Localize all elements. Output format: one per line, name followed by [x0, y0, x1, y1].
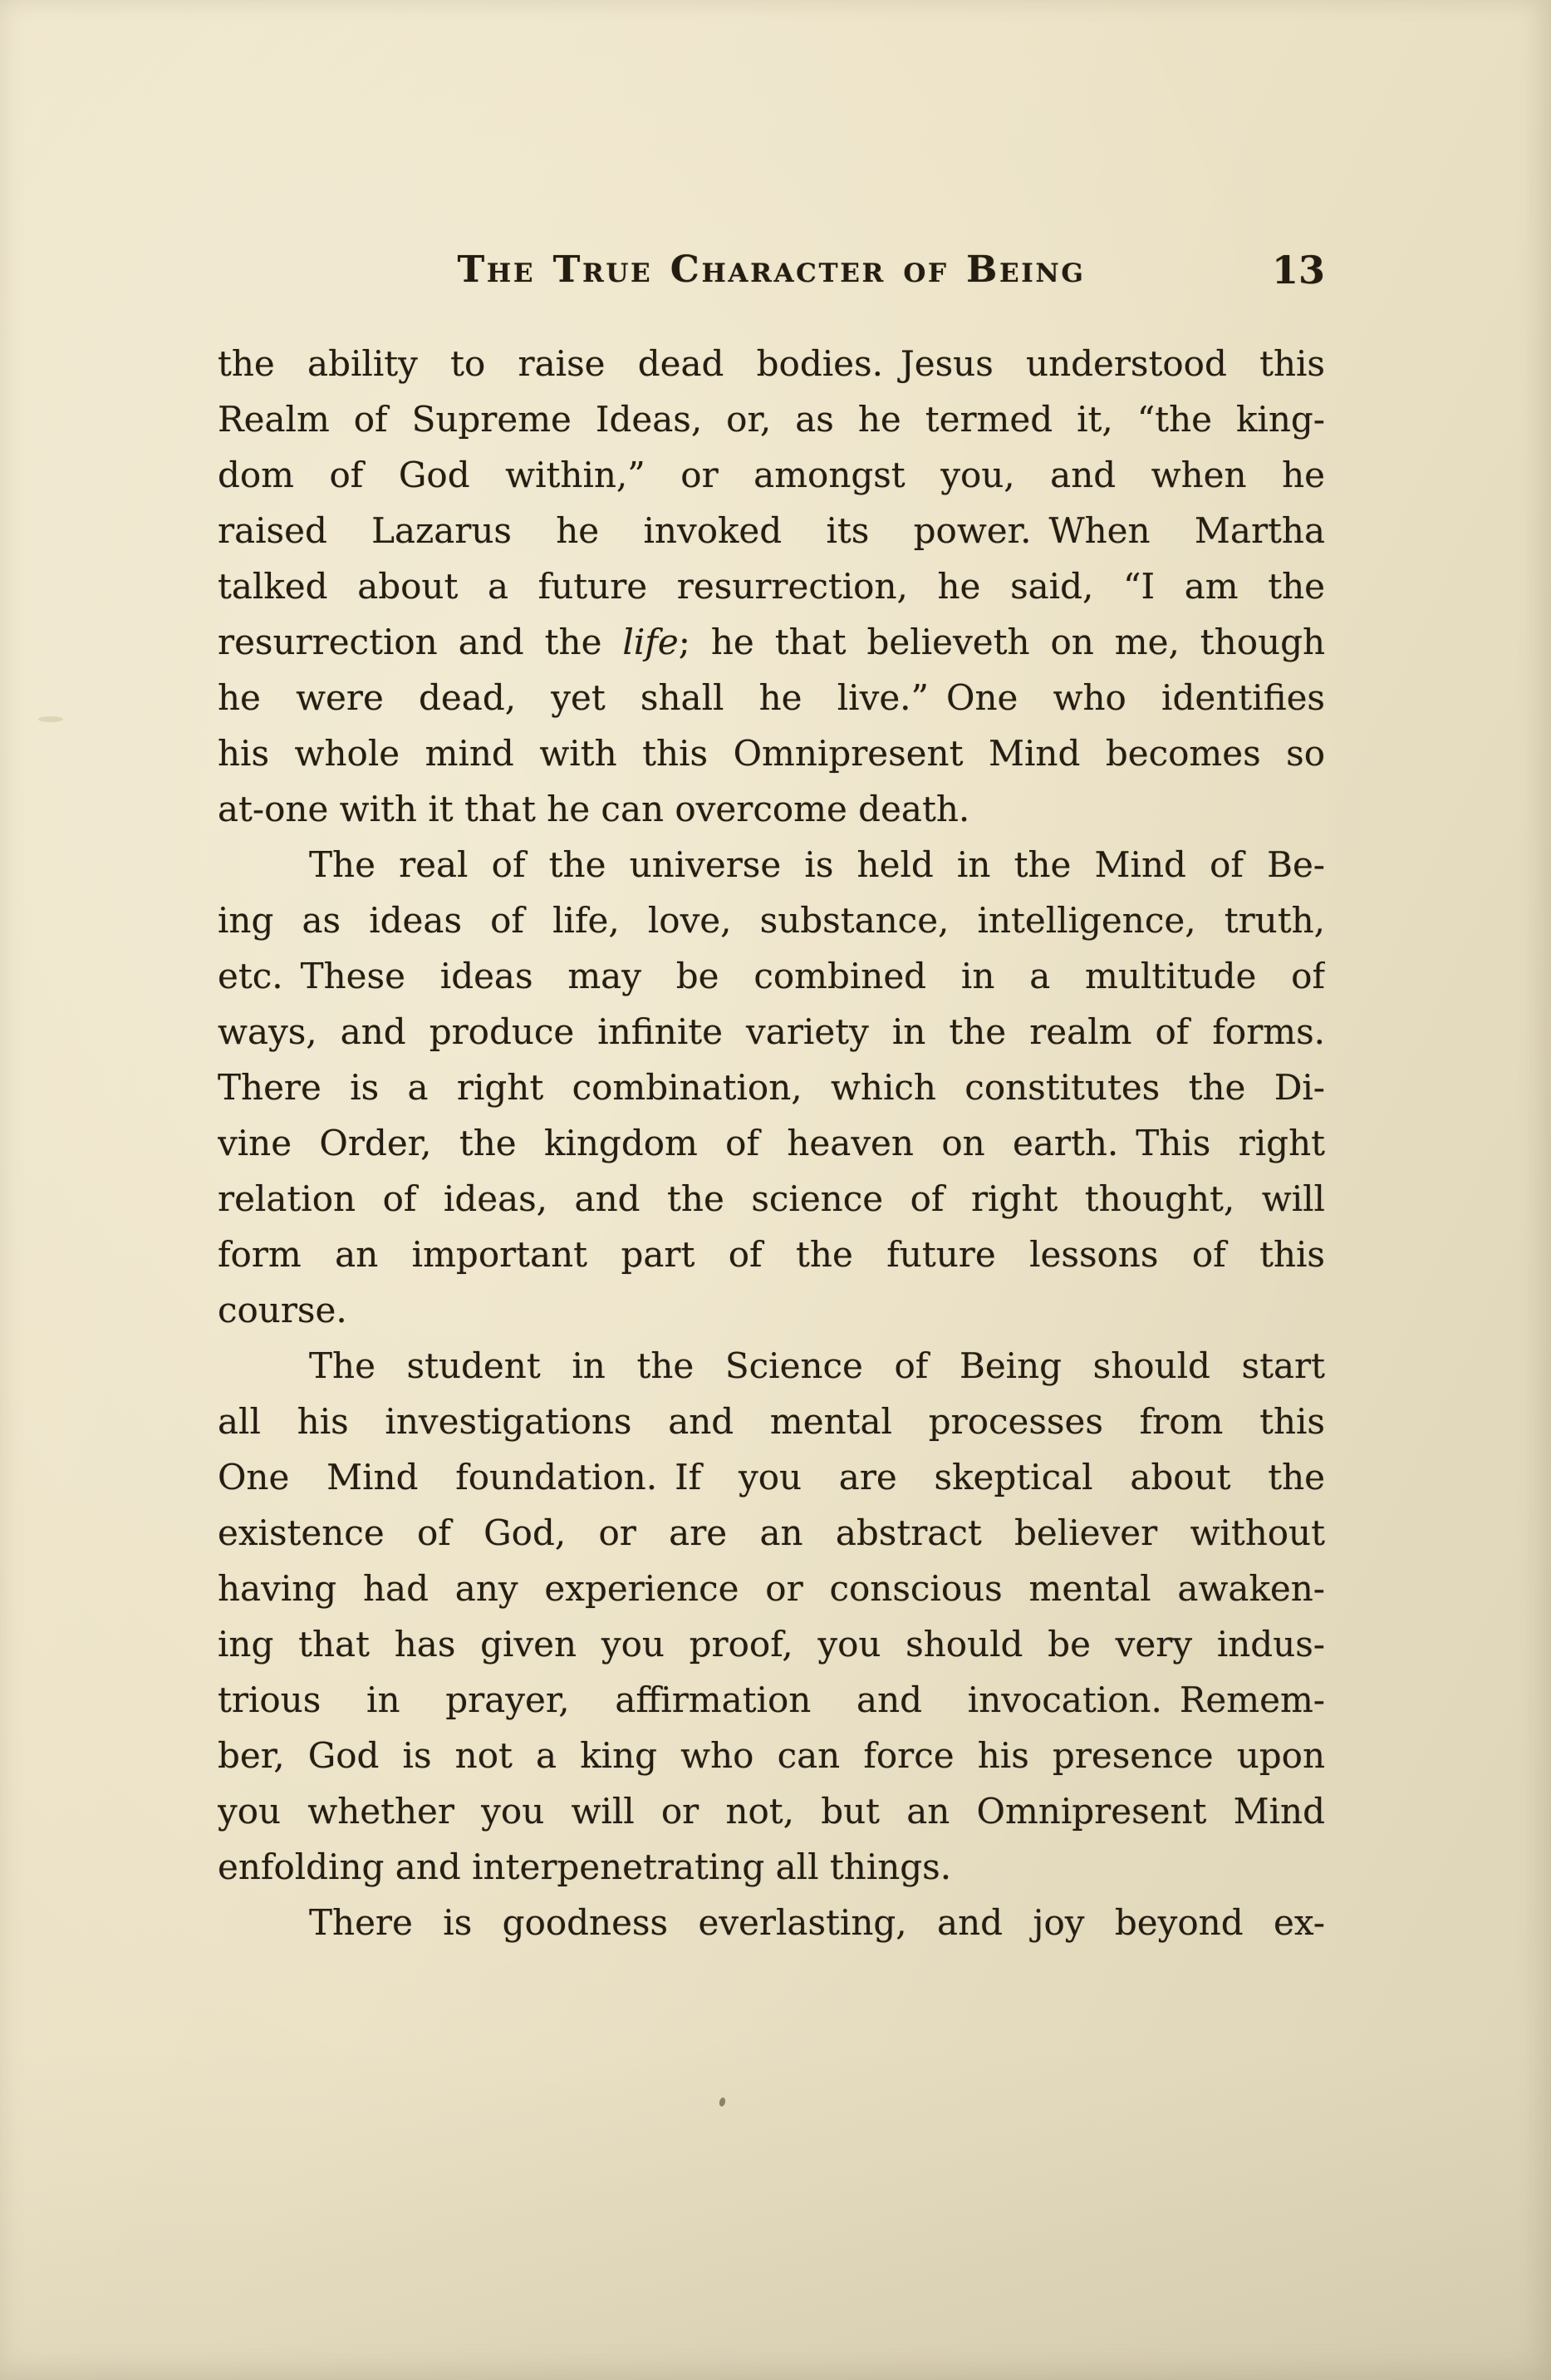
- text-line: ing that has given you proof, you should be very indus-: [218, 1624, 1325, 1665]
- paragraph: [218, 336, 1325, 837]
- page-number: 13: [1271, 248, 1325, 293]
- text-line: There is goodness everlasting, and joy beyond ex-: [309, 1902, 1325, 1943]
- text-line: vine Order, the kingdom of heaven on earth. This right: [218, 1123, 1325, 1163]
- text-line: talked about a future resurrection, he said, “I am the: [218, 566, 1325, 607]
- text-line: Realm of Supreme Ideas, or, as he termed it, “the king-: [218, 399, 1325, 440]
- text-line: course.: [218, 1290, 347, 1330]
- text-line: raised Lazarus he invoked its power. When Martha: [218, 510, 1325, 551]
- text-line: having had any experience or conscious mental awaken-: [218, 1568, 1325, 1609]
- text-line: all his investigations and mental processes from this: [218, 1401, 1325, 1442]
- text-line: relation of ideas, and the science of right thought, will: [218, 1178, 1325, 1219]
- text-line: you whether you will or not, but an Omnipresent Mind: [218, 1791, 1325, 1832]
- text-line: ber, God is not a king who can force his presence upon: [218, 1735, 1325, 1776]
- text-line: The real of the universe is held in the Mind of Be-: [309, 844, 1325, 885]
- text-line: ing as ideas of life, love, substance, intelligence, truth,: [218, 900, 1325, 941]
- text-line: dom of God within,” or amongst you, and when he: [218, 455, 1325, 495]
- text-block: [218, 336, 1325, 1950]
- text-line: form an important part of the future lessons of this: [218, 1234, 1325, 1275]
- text-line: his whole mind with this Omnipresent Mind becomes so: [218, 733, 1325, 774]
- text-line: he were dead, yet shall he live.” One who identifies: [218, 677, 1325, 718]
- text-line: ways, and produce infinite variety in the realm of forms.: [218, 1011, 1325, 1052]
- text-line: There is a right combination, which constitutes the Di-: [218, 1067, 1325, 1108]
- text-line: enfolding and interpenetrating all things.: [218, 1846, 952, 1887]
- ink-speck: [719, 2097, 726, 2107]
- paper-smudge: [38, 716, 63, 722]
- text-line: resurrection and the life; he that believeth on me, though: [218, 622, 1325, 662]
- paragraph: [218, 837, 1325, 1338]
- text-line: trious in prayer, affirmation and invocation. Remem-: [218, 1679, 1325, 1720]
- running-header: [218, 248, 1325, 293]
- text-line: at-one with it that he can overcome death.: [218, 789, 970, 829]
- text-line: One Mind foundation. If you are skeptical about the: [218, 1457, 1325, 1497]
- text-line: existence of God, or are an abstract believer without: [218, 1512, 1325, 1553]
- paragraph: [218, 1338, 1325, 1895]
- chapter-title: The True Character of Being: [457, 248, 1086, 291]
- paragraph: [218, 1895, 1325, 1950]
- text-line: the ability to raise dead bodies. Jesus understood this: [218, 343, 1325, 384]
- text-line: The student in the Science of Being should start: [309, 1345, 1325, 1386]
- text-line: etc. These ideas may be combined in a multitude of: [218, 956, 1325, 996]
